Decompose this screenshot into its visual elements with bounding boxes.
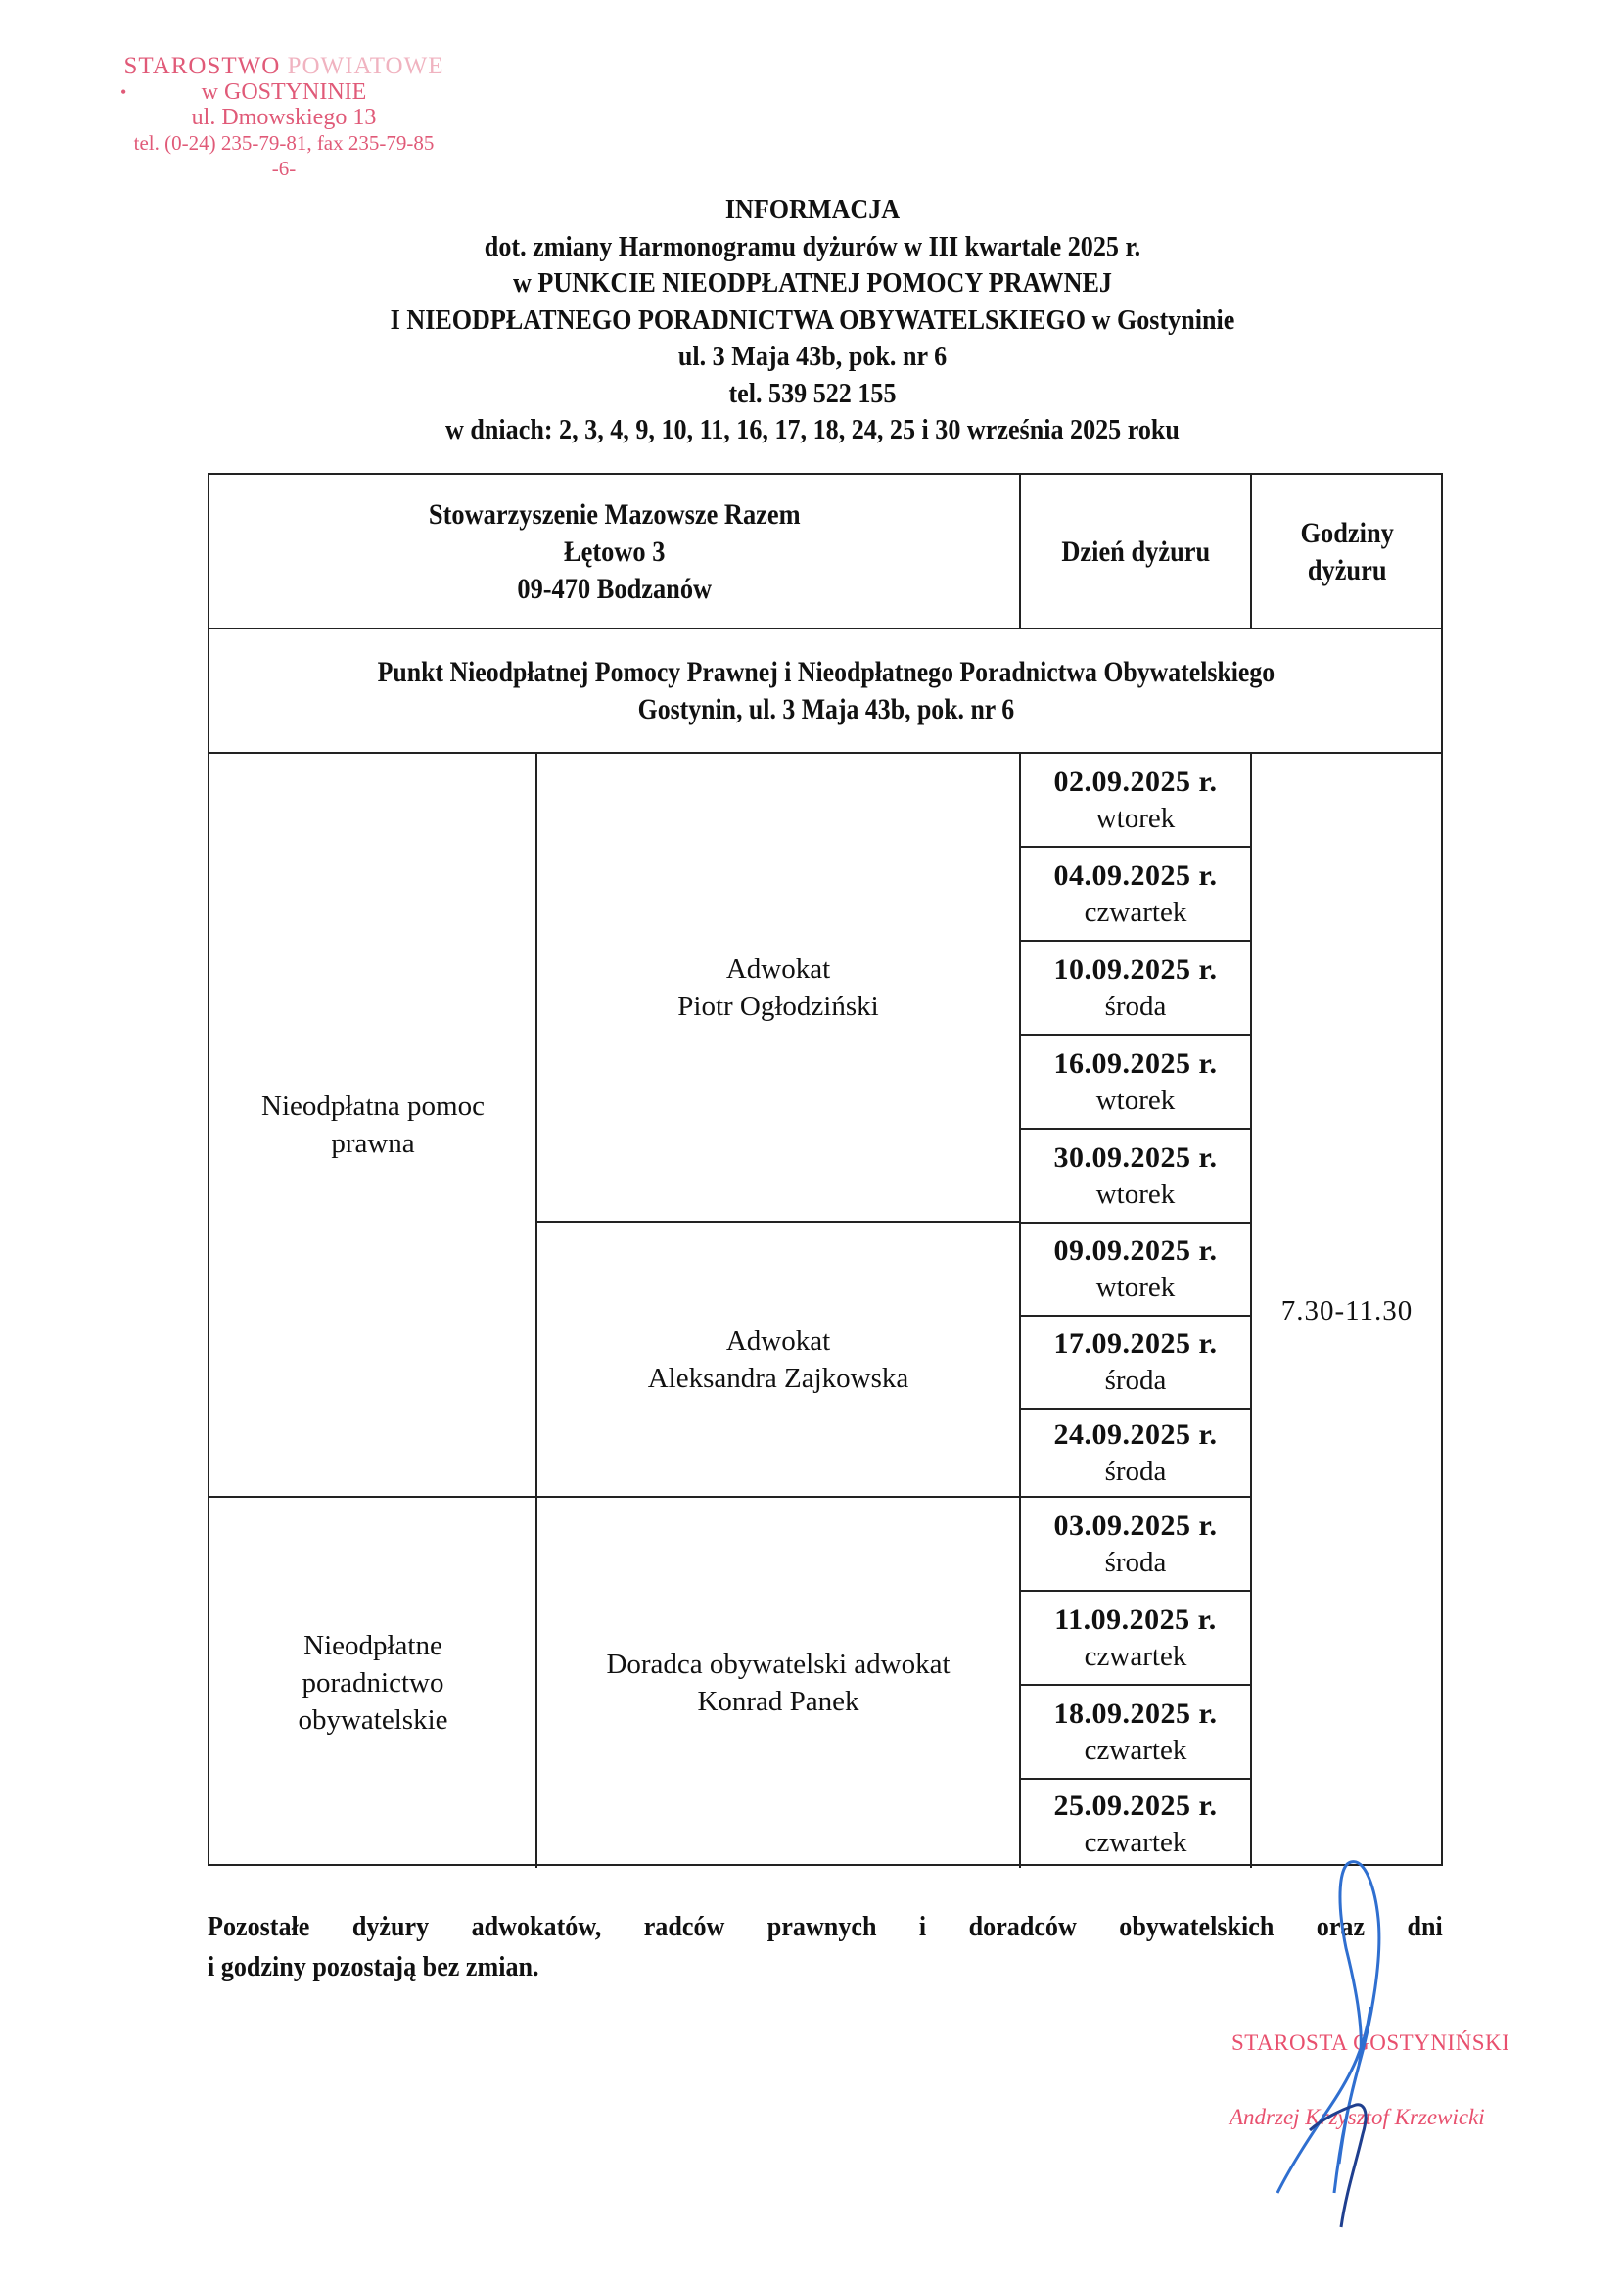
- stamp-office-text-faded: POWIATOWE: [287, 53, 444, 79]
- punkt-row: [209, 629, 1443, 753]
- heading-phone: tel. 539 522 155: [728, 377, 897, 409]
- column-header-hours-line1: Godziny: [1300, 516, 1394, 549]
- date-value: 30.09.2025 r.: [1053, 1141, 1218, 1174]
- service-type-line: poradnictwo: [302, 1666, 444, 1699]
- weekday: wtorek: [1095, 1272, 1176, 1303]
- heading-point-line2: I NIEODPŁATNEGO PORADNICTWA OBYWATELSKIEGO w Gostyninie: [390, 303, 1235, 336]
- date-cell: [1020, 1223, 1251, 1315]
- weekday: wtorek: [1095, 802, 1176, 834]
- service-type-legal-aid: [209, 753, 536, 1497]
- person-name: Konrad Panek: [697, 1685, 859, 1717]
- footer-line-1: Pozostałe dyżury adwokatów, radców prawnych i doradców obywatelskich oraz dni: [208, 1911, 1443, 1942]
- starosta-name-stamp: Andrzej Krzysztof Krzewicki: [1230, 2105, 1485, 2129]
- service-type-line: Nieodpłatne: [303, 1629, 442, 1661]
- date-cell: [1020, 1591, 1251, 1684]
- footer-line-2: i godziny pozostają bez zmian.: [208, 1951, 539, 1982]
- weekday: czwartek: [1084, 1734, 1187, 1766]
- person-name: Aleksandra Zajkowska: [647, 1362, 909, 1394]
- stamp-city-text: w GOSTYNINIE: [201, 79, 367, 105]
- person-role: Doradca obywatelski adwokat: [606, 1648, 951, 1680]
- weekday: środa: [1104, 1455, 1167, 1487]
- hours-value: 7.30-11.30: [1280, 1294, 1414, 1327]
- weekday: czwartek: [1084, 1826, 1187, 1858]
- person-role: Adwokat: [725, 953, 831, 985]
- date-value: 11.09.2025 r.: [1054, 1603, 1217, 1636]
- stamp-line-phone: tel. (0-24) 235-79-81, fax 235-79-85: [133, 131, 435, 155]
- person-role: Adwokat: [725, 1325, 831, 1357]
- weekday: czwartek: [1084, 896, 1187, 928]
- divider: [1019, 475, 1021, 629]
- heading-point-line1: w PUNKCIE NIEODPŁATNEJ POMOCY PRAWNEJ: [513, 267, 1112, 299]
- hours-cell: [1251, 753, 1443, 1868]
- stamp-office-text: STAROSTWO: [123, 53, 288, 79]
- schedule-table: [208, 473, 1443, 1866]
- person-name: Piotr Ogłodziński: [677, 990, 879, 1022]
- punkt-address: Gostynin, ul. 3 Maja 43b, pok. nr 6: [637, 692, 1015, 725]
- heading-title: INFORMACJA: [724, 194, 901, 225]
- date-value: 16.09.2025 r.: [1053, 1047, 1218, 1080]
- stamp-line-city: [93, 79, 475, 105]
- organization-street: Łętowo 3: [564, 535, 666, 568]
- date-cell: [1020, 941, 1251, 1034]
- date-value: 09.09.2025 r.: [1053, 1234, 1218, 1267]
- date-cell: [1020, 1685, 1251, 1778]
- column-header-day: Dzień dyżuru: [1061, 535, 1210, 568]
- dates-column: [1020, 753, 1251, 1868]
- date-cell: [1020, 847, 1251, 940]
- header-hours-cell: [1251, 475, 1443, 629]
- date-value: 02.09.2025 r.: [1053, 765, 1218, 798]
- date-cell: [1020, 753, 1251, 846]
- punkt-name: Punkt Nieodpłatnej Pomocy Prawnej i Nieodpłatnego Poradnictwa Obywatelskiego: [377, 655, 1276, 688]
- stamp-line-page: -6-: [271, 157, 297, 180]
- date-value: 24.09.2025 r.: [1053, 1418, 1218, 1451]
- organization-city: 09-470 Bodzanów: [517, 572, 713, 605]
- column-header-hours-line2: dyżuru: [1307, 553, 1387, 586]
- date-value: 03.09.2025 r.: [1053, 1509, 1218, 1542]
- stamp-dot-icon: •: [120, 82, 127, 102]
- date-cell: [1020, 1409, 1251, 1496]
- date-value: 17.09.2025 r.: [1053, 1327, 1218, 1360]
- header-day-cell: [1020, 475, 1251, 629]
- heading-dates: w dniach: 2, 3, 4, 9, 10, 11, 16, 17, 18, 24, 25 i 30 września 2025 roku: [445, 414, 1180, 445]
- weekday: środa: [1104, 1546, 1167, 1578]
- stamp-line-office: [93, 54, 475, 79]
- person-cell-zajkowska: [536, 1222, 1020, 1497]
- heading-subject: dot. zmiany Harmonogramu dyżurów w III kwartale 2025 r.: [484, 230, 1141, 262]
- service-type-line: obywatelskie: [298, 1703, 448, 1736]
- date-value: 04.09.2025 r.: [1053, 859, 1218, 892]
- date-cell: [1020, 1497, 1251, 1590]
- date-cell: [1020, 1129, 1251, 1222]
- person-cell-panek: [536, 1497, 1020, 1868]
- starosta-title-stamp: STAROSTA GOSTYNIŃSKI: [1231, 2030, 1510, 2055]
- date-value: 25.09.2025 r.: [1053, 1789, 1218, 1822]
- weekday: środa: [1104, 990, 1167, 1022]
- organization-name: Stowarzyszenie Mazowsze Razem: [429, 497, 801, 531]
- weekday: wtorek: [1095, 1084, 1176, 1116]
- weekday: wtorek: [1095, 1178, 1176, 1210]
- divider: [1250, 475, 1252, 629]
- weekday: czwartek: [1084, 1640, 1187, 1672]
- service-type-civic-advice: [209, 1497, 536, 1868]
- stamp-line-street: ul. Dmowskiego 13: [191, 105, 377, 130]
- service-type-line: Nieodpłatna pomoc: [261, 1091, 485, 1122]
- office-stamp: [93, 54, 475, 181]
- person-cell-oglodzinski: [536, 753, 1020, 1222]
- document-heading: [257, 192, 1368, 449]
- date-cell: [1020, 1779, 1251, 1868]
- weekday: środa: [1104, 1365, 1167, 1396]
- date-value: 18.09.2025 r.: [1053, 1697, 1218, 1730]
- heading-address: ul. 3 Maja 43b, pok. nr 6: [677, 341, 948, 372]
- header-organization-cell: [209, 475, 1020, 629]
- footer-note: [208, 1907, 1443, 1987]
- date-cell: [1020, 1316, 1251, 1408]
- date-value: 10.09.2025 r.: [1053, 953, 1218, 986]
- service-type-line: prawna: [331, 1128, 415, 1159]
- date-cell: [1020, 1035, 1251, 1128]
